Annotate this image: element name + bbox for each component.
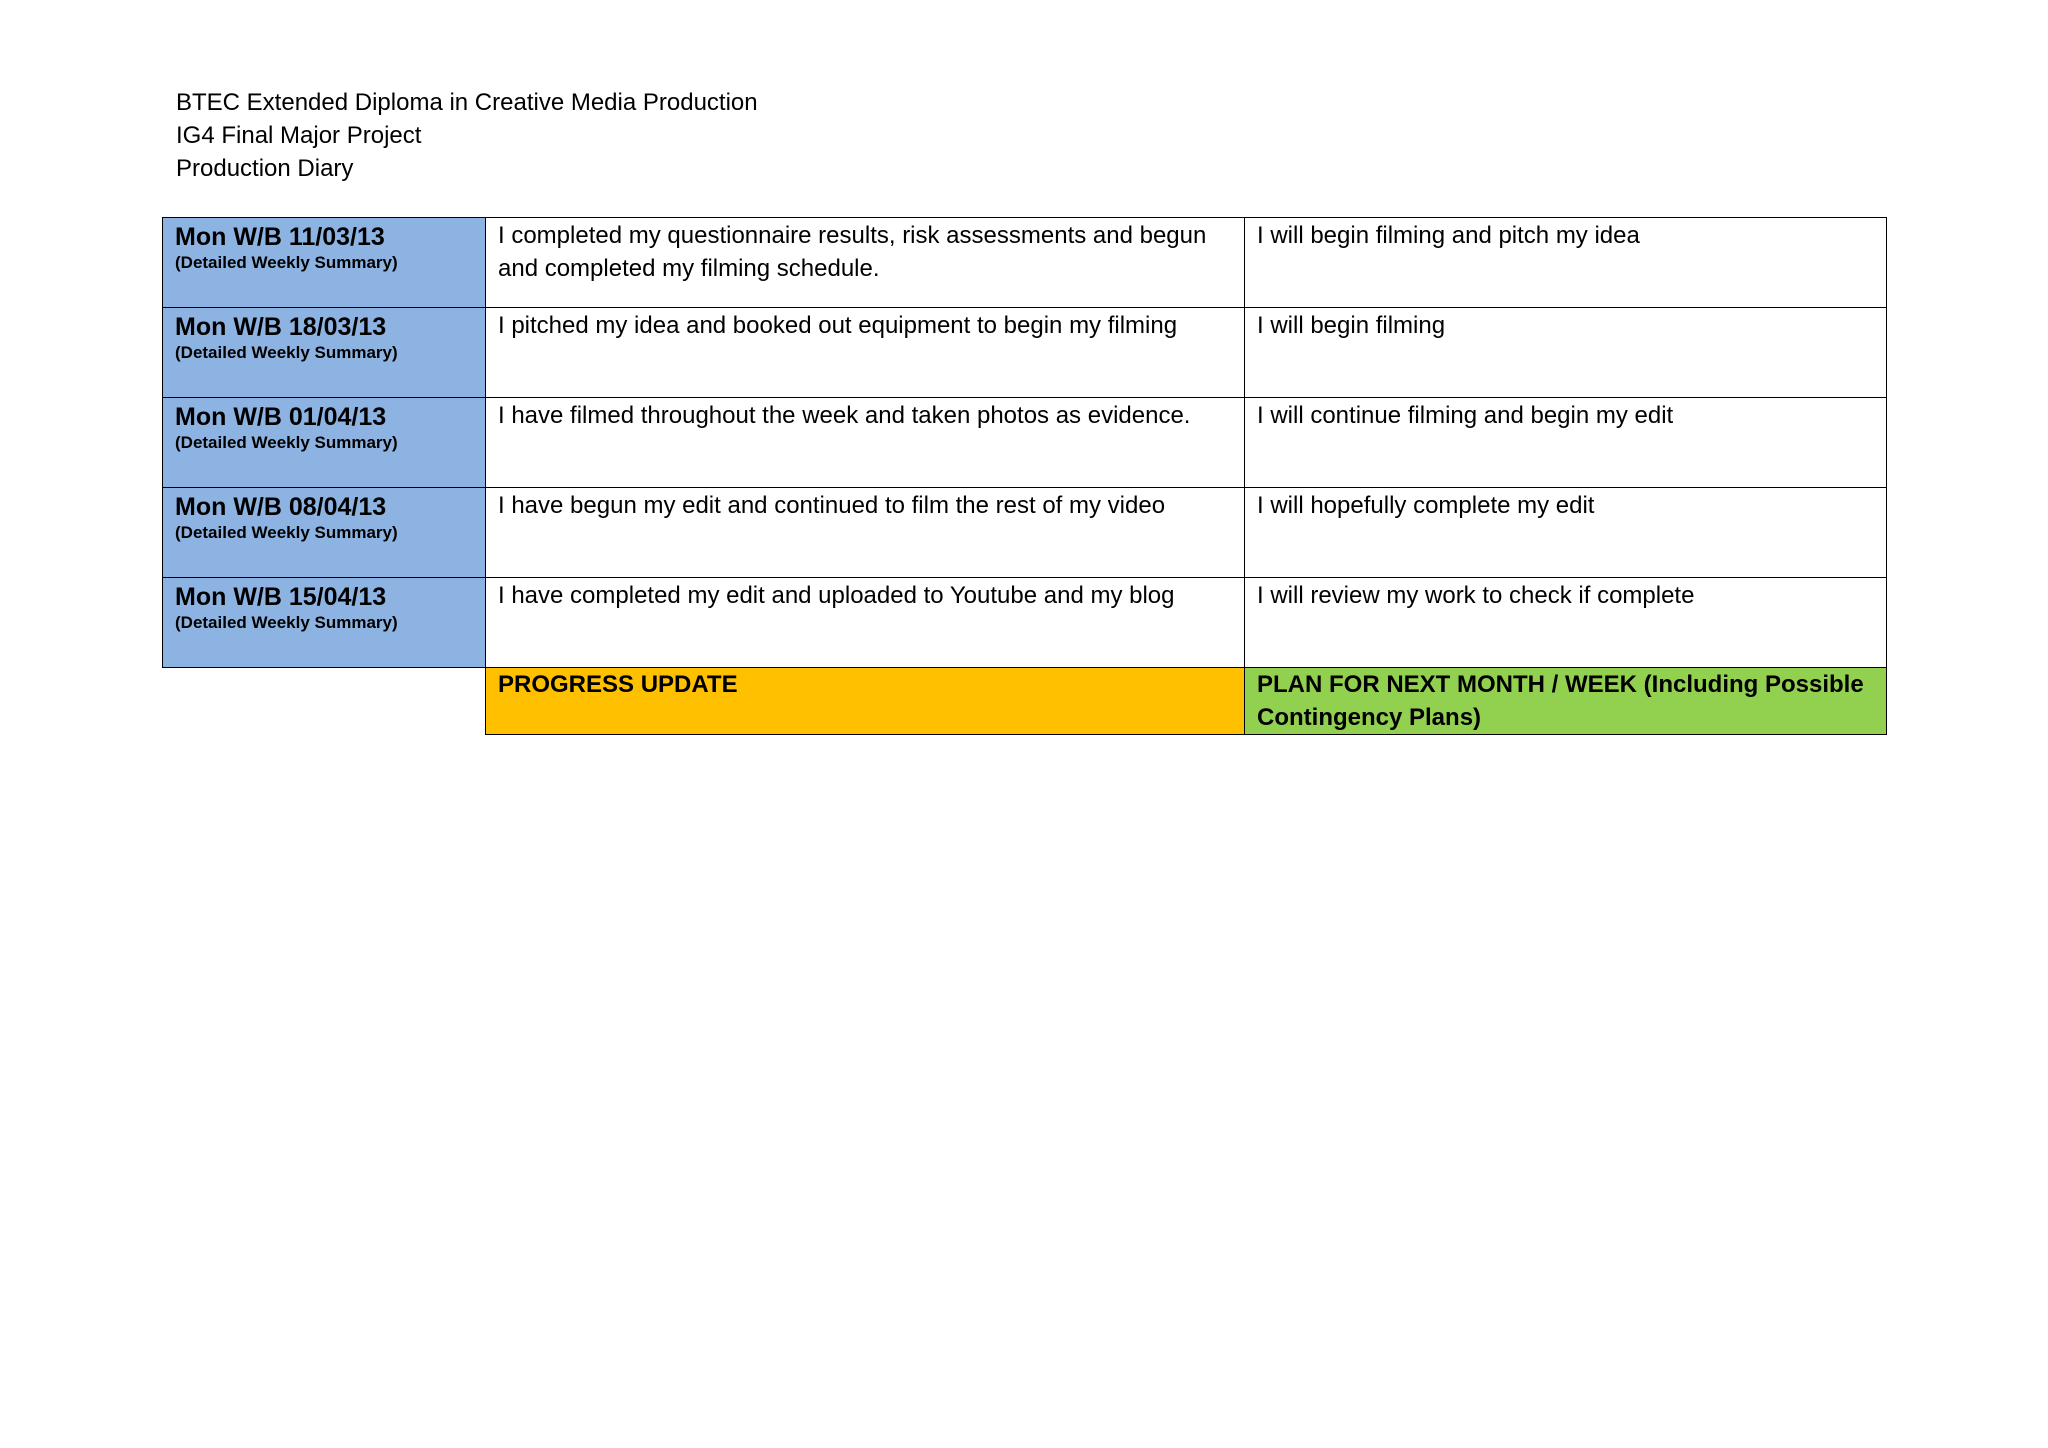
diary-row bbox=[163, 488, 1887, 578]
progress-entry: I have completed my edit and uploaded to Youtube and my blog bbox=[486, 578, 1245, 668]
week-date: Mon W/B 18/03/13 bbox=[175, 313, 387, 341]
heading-row bbox=[163, 668, 1887, 735]
progress-entry: I pitched my idea and booked out equipment to begin my filming bbox=[486, 308, 1245, 398]
summary-label: (Detailed Weekly Summary) bbox=[175, 433, 398, 452]
empty-cell bbox=[163, 668, 486, 735]
diary-row bbox=[163, 218, 1887, 308]
diary-row bbox=[163, 308, 1887, 398]
week-cell bbox=[163, 398, 486, 488]
plan-entry: I will continue filming and begin my edit bbox=[1245, 398, 1887, 488]
progress-entry: I have filmed throughout the week and taken photos as evidence. bbox=[486, 398, 1245, 488]
summary-label: (Detailed Weekly Summary) bbox=[175, 343, 398, 362]
summary-label: (Detailed Weekly Summary) bbox=[175, 253, 398, 272]
summary-label: (Detailed Weekly Summary) bbox=[175, 523, 398, 542]
diary-row bbox=[163, 398, 1887, 488]
summary-label: (Detailed Weekly Summary) bbox=[175, 613, 398, 632]
plan-entry: I will begin filming and pitch my idea bbox=[1245, 218, 1887, 308]
document-header bbox=[176, 86, 758, 185]
progress-entry: I completed my questionnaire results, risk assessments and begun and completed my filming schedule. bbox=[486, 218, 1245, 308]
week-date: Mon W/B 15/04/13 bbox=[175, 583, 387, 611]
plan-entry: I will begin filming bbox=[1245, 308, 1887, 398]
progress-entry: I have begun my edit and continued to film the rest of my video bbox=[486, 488, 1245, 578]
progress-update-heading: PROGRESS UPDATE bbox=[486, 668, 1245, 735]
course-title: BTEC Extended Diploma in Creative Media Production bbox=[176, 89, 758, 116]
week-cell bbox=[163, 308, 486, 398]
week-date: Mon W/B 08/04/13 bbox=[175, 493, 387, 521]
plan-entry: I will hopefully complete my edit bbox=[1245, 488, 1887, 578]
project-title: IG4 Final Major Project bbox=[176, 122, 422, 149]
week-date: Mon W/B 11/03/13 bbox=[175, 223, 385, 251]
week-date: Mon W/B 01/04/13 bbox=[175, 403, 387, 431]
week-cell bbox=[163, 578, 486, 668]
plan-entry: I will review my work to check if complete bbox=[1245, 578, 1887, 668]
week-cell bbox=[163, 218, 486, 308]
diary-row bbox=[163, 578, 1887, 668]
production-diary-table bbox=[162, 217, 1887, 735]
week-cell bbox=[163, 488, 486, 578]
plan-heading: PLAN FOR NEXT MONTH / WEEK (Including Possible Contingency Plans) bbox=[1245, 668, 1887, 735]
diary-title: Production Diary bbox=[176, 155, 354, 182]
